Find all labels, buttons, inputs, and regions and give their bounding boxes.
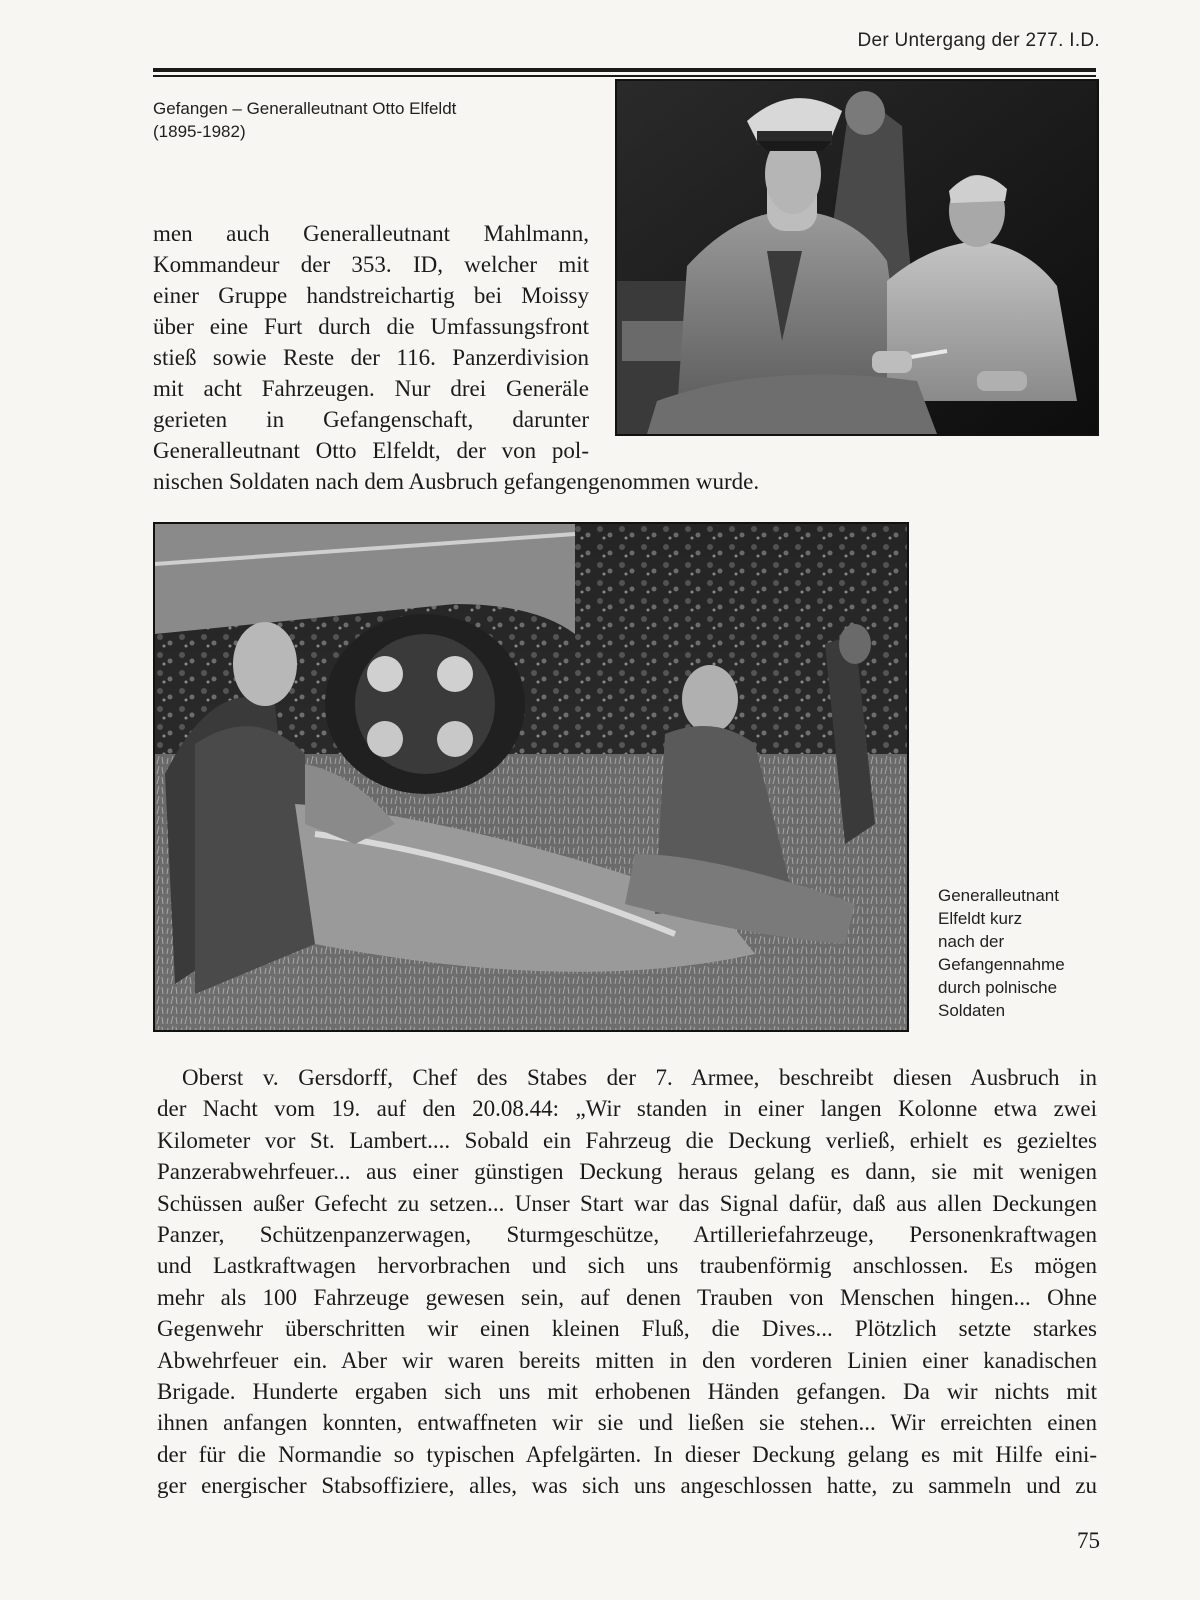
text-line: Kommandeur der 353. ID, welcher mit (153, 252, 589, 277)
bottom-figure-caption (938, 884, 1098, 1022)
caption-line: durch polnische (938, 978, 1058, 997)
header-rule-thin (153, 75, 1096, 77)
caption-line: nach der (938, 932, 1005, 951)
body-line: ger energischer Stabsoffiziere, alles, was sich uns angeschlossen hatte, zu sammeln und zu (157, 1473, 1097, 1499)
caption-line: Generalleutnant (938, 886, 1059, 905)
body-line: mehr als 100 Fahrzeuge gewesen sein, auf denen Trauben von Menschen hingen... Ohne (157, 1284, 1097, 1310)
text-line: mit acht Fahrzeugen. Nur drei Generäle (153, 376, 589, 401)
running-head: Der Untergang der 277. I.D. (857, 30, 1100, 51)
text-line: Generalleutnant Otto Elfeldt, der von pol- (153, 438, 589, 463)
body-text (157, 1062, 1097, 1502)
body-line: Schüssen außer Gefecht zu setzen... Unser Start war das Signal dafür, daß aus allen Deckungen (157, 1190, 1097, 1216)
top-figure-caption (153, 97, 573, 143)
body-line: ihnen anfangen konnten, entwaffneten wir sie und ließen sie stehen... Wir erreichten einen (157, 1410, 1097, 1436)
body-line: und Lastkraftwagen hervorbrachen und sich uns traubenförmig anschlossen. Es mögen (157, 1253, 1097, 1279)
body-line: Gegenwehr überschritten wir einen kleinen Fluß, die Dives... Plötzlich setzte starkes (157, 1316, 1097, 1342)
caption-line: Gefangennahme (938, 955, 1065, 974)
caption-line: (1895-1982) (153, 122, 246, 141)
top-photo (615, 79, 1099, 436)
photo-generals-seated-icon (617, 81, 1097, 434)
text-line: stieß sowie Reste der 116. Panzerdivision (153, 345, 589, 370)
body-line: Panzerabwehrfeuer... aus einer günstigen Deckung heraus gelang es dann, sie mit wenigen (157, 1159, 1097, 1185)
text-line: über eine Furt durch die Umfassungsfront (153, 314, 589, 339)
text-line: men auch Generalleutnant Mahlmann, (153, 221, 589, 246)
body-line: Brigade. Hunderte ergaben sich uns mit erhobenen Händen gefangen. Da wir nichts mit (157, 1379, 1097, 1405)
body-line: Abwehrfeuer ein. Aber wir waren bereits mitten in den vorderen Linien einer kanadischen (157, 1347, 1097, 1373)
bottom-photo (153, 522, 909, 1032)
column-text (153, 218, 589, 466)
body-line: Oberst v. Gersdorff, Chef des Stabes der 7. Armee, beschreibt diesen Ausbruch in (182, 1065, 1097, 1090)
column-text-continuation: nischen Soldaten nach dem Ausbruch gefangengenommen wurde. (153, 469, 760, 494)
header-rule-thick (153, 68, 1096, 72)
text-line: einer Gruppe handstreichartig bei Moissy (153, 283, 589, 308)
caption-line: Soldaten (938, 1001, 1006, 1020)
body-line: Panzer, Schützenpanzerwagen, Sturmgeschütze, Artilleriefahrzeuge, Personenkraftwagen (157, 1222, 1097, 1248)
body-line: der für die Normandie so typischen Apfelgärten. In dieser Deckung gelang es mit Hilfe eini- (157, 1441, 1097, 1467)
photo-soldiers-resting-by-tank-icon (155, 524, 907, 1030)
body-line: Kilometer vor St. Lambert.... Sobald ein Fahrzeug die Deckung verließ, erhielt es gezieltes (157, 1127, 1097, 1153)
caption-line: Elfeldt kurz (938, 909, 1023, 928)
page-number: 75 (1077, 1528, 1100, 1553)
text-line: gerieten in Gefangenschaft, darunter (153, 407, 589, 432)
body-line: der Nacht vom 19. auf den 20.08.44: „Wir standen in einer langen Kolonne etwa zwei (157, 1096, 1097, 1122)
caption-line: Gefangen – Generalleutnant Otto Elfeldt (153, 99, 457, 118)
